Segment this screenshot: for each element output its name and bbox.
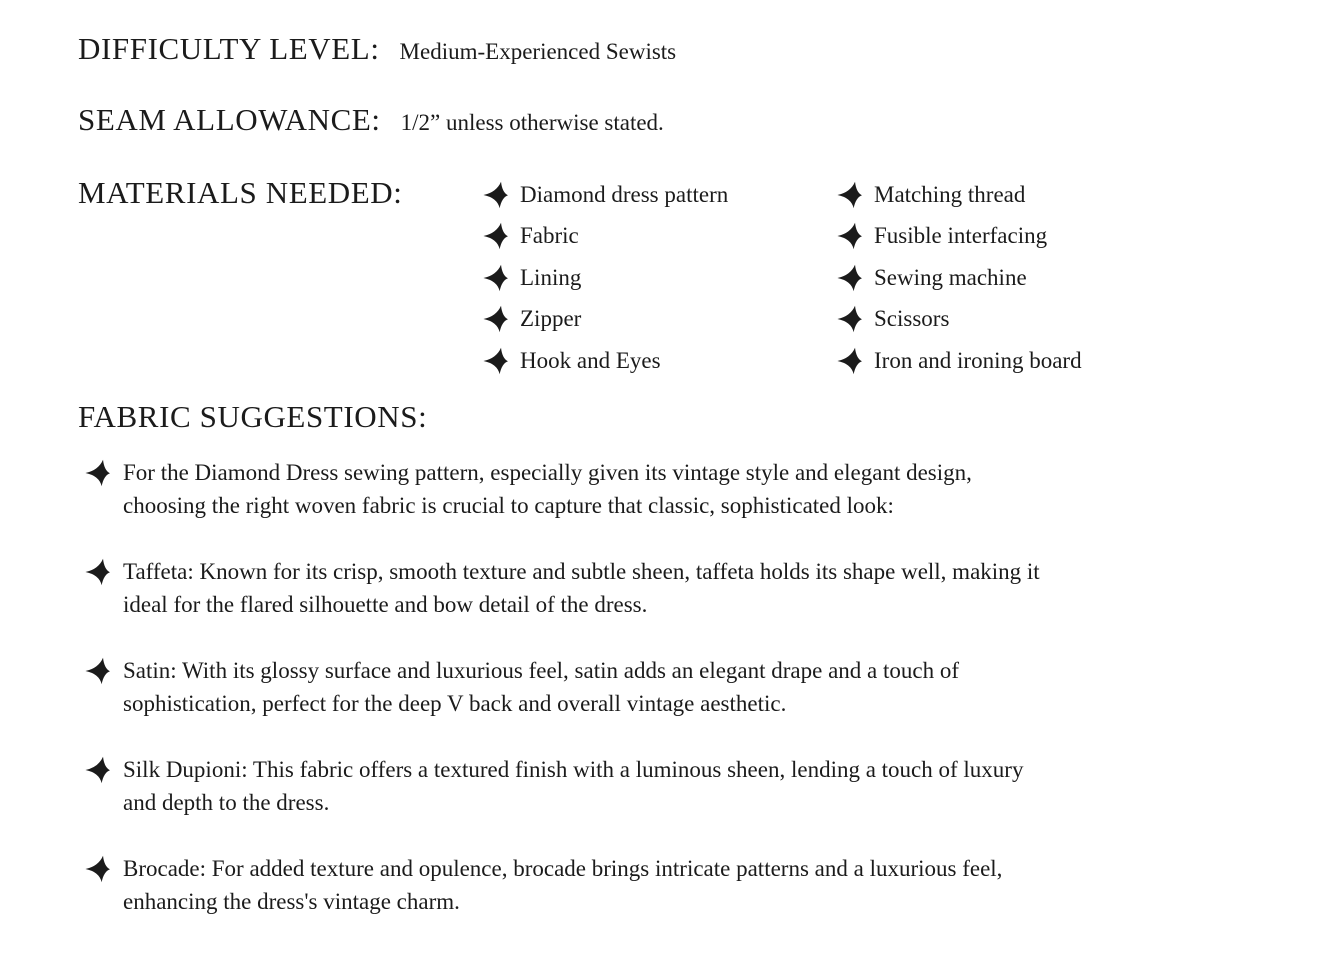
four-pointed-star-icon [483, 347, 509, 375]
four-pointed-star-icon [837, 264, 863, 292]
suggestion-item [78, 852, 1280, 918]
four-pointed-star-icon [837, 305, 863, 333]
list-item-label: Matching thread [874, 181, 1026, 207]
materials-needed-section [78, 174, 1280, 382]
suggestion-text [123, 555, 1040, 621]
four-pointed-star-icon [483, 222, 509, 250]
list-item [837, 257, 1082, 299]
list-item [483, 257, 837, 299]
list-item [483, 299, 837, 341]
list-item-label: Scissors [874, 306, 950, 332]
suggestion-text [123, 654, 959, 720]
suggestion-line: Brocade: For added texture and opulence, brocade brings intricate patterns and a luxurious feel, [123, 855, 1003, 881]
list-item-label: Fusible interfacing [874, 223, 1048, 249]
list-item [837, 174, 1082, 216]
list-item-label: Hook and Eyes [520, 347, 661, 373]
list-item [483, 340, 837, 382]
suggestion-item [78, 456, 1280, 522]
seam-allowance-row [78, 101, 1280, 138]
four-pointed-star-icon [483, 181, 509, 209]
list-item-label: Iron and ironing board [874, 347, 1082, 373]
four-pointed-star-icon [85, 855, 111, 883]
list-item [837, 340, 1082, 382]
suggestion-line: Silk Dupioni: This fabric offers a textured finish with a luminous sheen, lending a touch of luxury [123, 756, 1024, 782]
suggestion-text [123, 753, 1023, 819]
materials-column-1 [483, 174, 837, 382]
suggestion-line: Satin: With its glossy surface and luxurious feel, satin adds an elegant drape and a touch of [123, 657, 960, 683]
suggestion-line: ideal for the flared silhouette and bow detail of the dress. [123, 591, 648, 617]
fabric-suggestions-heading: FABRIC SUGGESTIONS: [78, 398, 428, 434]
difficulty-level-value: Medium-Experienced Sewists [399, 39, 677, 64]
four-pointed-star-icon [85, 558, 111, 586]
difficulty-level-heading: DIFFICULTY LEVEL: [78, 31, 380, 66]
suggestion-text [123, 852, 1002, 918]
list-item-label: Diamond dress pattern [520, 181, 729, 207]
four-pointed-star-icon [837, 222, 863, 250]
suggestion-line: enhancing the dress's vintage charm. [123, 888, 460, 914]
suggestion-line: For the Diamond Dress sewing pattern, especially given its vintage style and elegant design, [123, 459, 972, 485]
materials-needed-heading: MATERIALS NEEDED: [78, 175, 403, 210]
list-item [837, 216, 1082, 258]
four-pointed-star-icon [837, 347, 863, 375]
materials-column-2 [837, 174, 1082, 382]
suggestion-line: choosing the right woven fabric is crucial to capture that classic, sophisticated look: [123, 492, 894, 518]
suggestion-line: sophistication, perfect for the deep V back and overall vintage aesthetic. [123, 690, 787, 716]
list-item-label: Fabric [520, 223, 579, 249]
four-pointed-star-icon [483, 264, 509, 292]
fabric-suggestions-list [78, 456, 1280, 918]
four-pointed-star-icon [483, 305, 509, 333]
four-pointed-star-icon [85, 657, 111, 685]
suggestion-item [78, 753, 1280, 819]
suggestion-item [78, 654, 1280, 720]
four-pointed-star-icon [837, 181, 863, 209]
suggestion-line: and depth to the dress. [123, 789, 330, 815]
materials-columns [483, 174, 1082, 382]
difficulty-level-row [78, 30, 1280, 67]
list-item [837, 299, 1082, 341]
suggestion-text [123, 456, 972, 522]
list-item-label: Lining [520, 264, 582, 290]
list-item [483, 174, 837, 216]
suggestion-line: Taffeta: Known for its crisp, smooth texture and subtle sheen, taffeta holds its shape well, making it [123, 558, 1040, 584]
list-item [483, 216, 837, 258]
list-item-label: Sewing machine [874, 264, 1027, 290]
list-item-label: Zipper [520, 306, 582, 332]
four-pointed-star-icon [85, 459, 111, 487]
suggestion-item [78, 555, 1280, 621]
four-pointed-star-icon [85, 756, 111, 784]
seam-allowance-heading: SEAM ALLOWANCE: [78, 102, 381, 137]
seam-allowance-value: 1/2” unless otherwise stated. [400, 110, 664, 135]
